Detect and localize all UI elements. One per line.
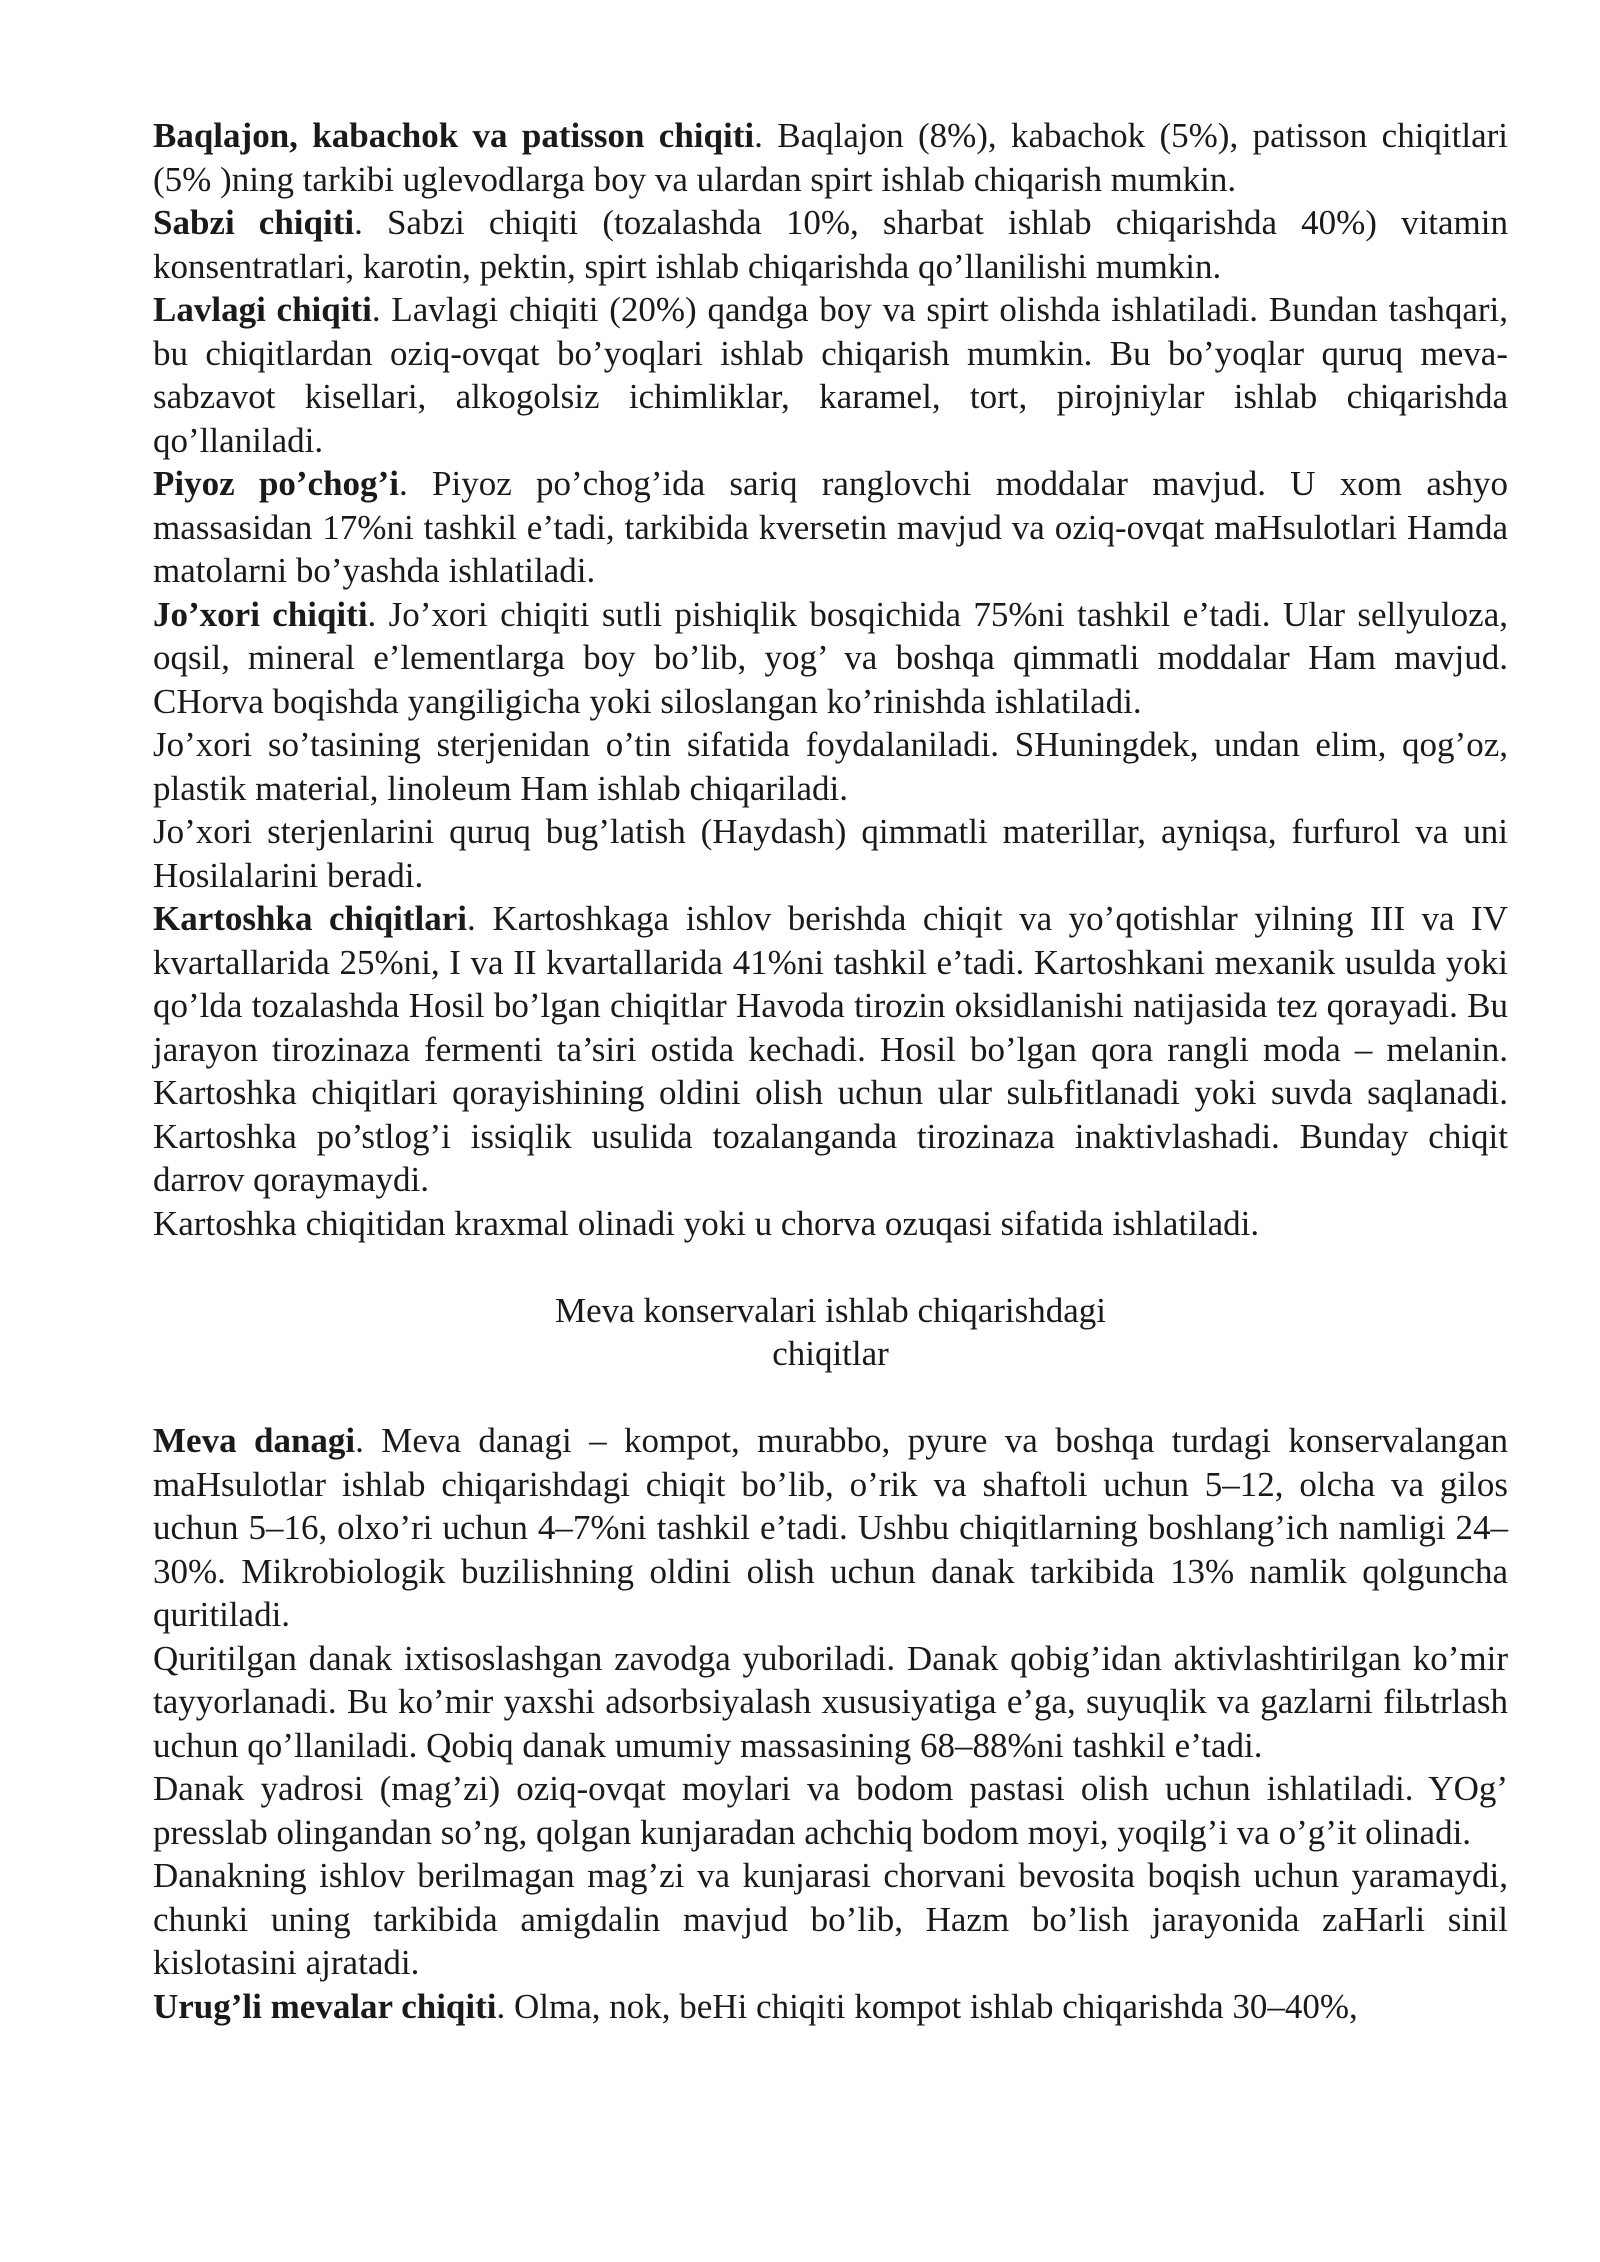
paragraph (153, 1637, 1508, 1768)
paragraph-title: Jo’xori chiqiti (153, 594, 368, 634)
paragraph-title: Kartoshka chiqitlari (153, 899, 468, 938)
paragraph-text: . Meva danagi – kompot, murabbo, pyure va boshqa turdagi konservalangan maHsulotlar ishlab chiqarishdagi chiqit bo’lib, o’rik va shaftoli uchun 5–12, olcha va gilos uchun 5–16, olxo’ri uchun 4–7%ni tashkil e’tadi. Ushbu chiqitlarning boshlang’ich namligi 24–30%. Mikrobiologik buzilishning oldini olish uchun danak tarkibida 13% namlik qolguncha quritiladi. (153, 1421, 1508, 1634)
paragraph-text: . Kartoshkaga ishlov berishda chiqit va yo’qotishlar yilning III va IV kvartallarida 25%ni, I va II kvartallarida 41%ni tashkil e’tadi. Kartoshkani mexanik usulda yoki qo’lda tozalashda Hosil bo’lgan chiqitlar Havoda tirozin oksidlanishi natijasida tez qorayadi. Bu jarayon tirozinaza fermenti ta’siri ostida kechadi. Hosil bo’lgan qora rangli moda – melanin. Kartoshka chiqitlari qorayishining oldini olish uchun ular sulьfitlanadi yoki suvda saqlanadi. Kartoshka po’stlog’i issiqlik usulida tozalanganda tirozinaza inaktivlashadi. Bunday chiqit darrov qoraymaydi. (153, 899, 1508, 1199)
paragraph (153, 1419, 1508, 1637)
paragraph (153, 1202, 1508, 1246)
paragraph-text: . Baqlajon (8%), kabachok (5%), patisson chiqitlari (5% )ning tarkibi uglevodlarga boy va ulardan spirt ishlab chiqarish mumkin. (153, 116, 1509, 199)
paragraph (153, 288, 1508, 462)
paragraph-text: . Lavlagi chiqiti (20%) qandga boy va spirt olishda ishlatiladi. Bundan tashqari, bu chiqitlardan oziq-ovqat bo’yoqlari ishlab chiqarish mumkin. Bu bo’yoqlar quruq meva-sabzavot kisellari, alkogolsiz ichimliklar, karamel, tort, pirojniylar ishlab chiqarishda qo’llaniladi. (153, 290, 1508, 460)
paragraph-text: Jo’xori so’tasining sterjenidan o’tin sifatida foydalaniladi. SHuningdek, undan elim, qog’oz, plastik material, linoleum Ham ishlab chiqariladi. (153, 725, 1508, 808)
section-heading (153, 1289, 1508, 1376)
document-page (153, 114, 1508, 2028)
paragraph (153, 462, 1508, 593)
heading-line-2: chiqitlar (772, 1334, 889, 1373)
paragraph-text: . Olma, nok, beHi chiqiti kompot ishlab chiqarishda 30–40%, (496, 1986, 1358, 2026)
paragraph-text: Danak yadrosi (mag’zi) oziq-ovqat moylari va bodom pastasi olish uchun ishlatiladi. YOg’ presslab olingandan so’ng, qolgan kunjaradan achchiq bodom moyi, yoqilg’i va o’g’it olinadi. (153, 1769, 1508, 1852)
paragraph (153, 593, 1508, 724)
paragraph-text: . Piyoz po’chog’ida sariq ranglovchi moddalar mavjud. U xom ashyo massasidan 17%ni tashkil e’tadi, tarkibida kversetin mavjud va oziq-ovqat maHsulotlari Hamda matolarni bo’yashda ishlatiladi. (153, 464, 1508, 590)
spacer (153, 1245, 1508, 1289)
paragraph (153, 114, 1508, 201)
paragraph-title: Sabzi chiqiti (153, 203, 355, 242)
paragraph-title: Meva danagi (153, 1421, 356, 1460)
paragraph (153, 201, 1508, 288)
paragraph (153, 1985, 1508, 2029)
paragraph-text: Kartoshka chiqitidan kraxmal olinadi yoki u chorva ozuqasi sifatida ishlatiladi. (153, 1203, 1260, 1243)
paragraph-title: Lavlagi chiqiti (153, 290, 372, 329)
paragraph-text: . Jo’xori chiqiti sutli pishiqlik bosqichida 75%ni tashkil e’tadi. Ular sellyuloza, oqsil, mineral e’lementlarga boy bo’lib, yog’ va boshqa qimmatli moddalar Ham mavjud. CHorva boqishda yangiligicha yoki siloslangan ko’rinishda ishlatiladi. (153, 594, 1508, 721)
paragraph-text: Quritilgan danak ixtisoslashgan zavodga yuboriladi. Danak qobig’idan aktivlashtirilgan ko’mir tayyorlanadi. Bu ko’mir yaxshi adsorbsiyalash xususiyatiga e’ga, suyuqlik va gazlarni filьtrlash uchun qo’llaniladi. Qobiq danak umumiy massasining 68–88%ni tashkil e’tadi. (153, 1638, 1508, 1765)
paragraph-title: Urug’li mevalar chiqiti (153, 1986, 497, 2026)
section-vegetable-waste (153, 114, 1508, 1245)
paragraph-title: Piyoz po’chog’i (153, 464, 399, 503)
spacer (153, 1376, 1508, 1420)
paragraph (153, 1767, 1508, 1854)
paragraph (153, 723, 1508, 810)
section-fruit-waste (153, 1419, 1508, 2028)
paragraph-text: Jo’xori sterjenlarini quruq bug’latish (Haydash) qimmatli materillar, ayniqsa, furfurol va uni Hosilalarini beradi. (153, 812, 1508, 895)
paragraph (153, 1854, 1508, 1985)
paragraph (153, 897, 1508, 1202)
paragraph-text: Danakning ishlov berilmagan mag’zi va kunjarasi chorvani bevosita boqish uchun yaramaydi, chunki uning tarkibida amigdalin mavjud bo’lib, Hazm bo’lish jarayonida zaHarli sinil kislotasini ajratadi. (153, 1856, 1508, 1982)
paragraph-title: Baqlajon, kabachok va patisson chiqiti (153, 116, 755, 155)
heading-line-1: Meva konservalari ishlab chiqarishdagi (554, 1290, 1107, 1330)
paragraph-text: . Sabzi chiqiti (tozalashda 10%, sharbat ishlab chiqarishda 40%) vitamin konsentratlari, karotin, pektin, spirt ishlab chiqarishda qo’llanilishi mumkin. (153, 203, 1509, 286)
paragraph (153, 810, 1508, 897)
